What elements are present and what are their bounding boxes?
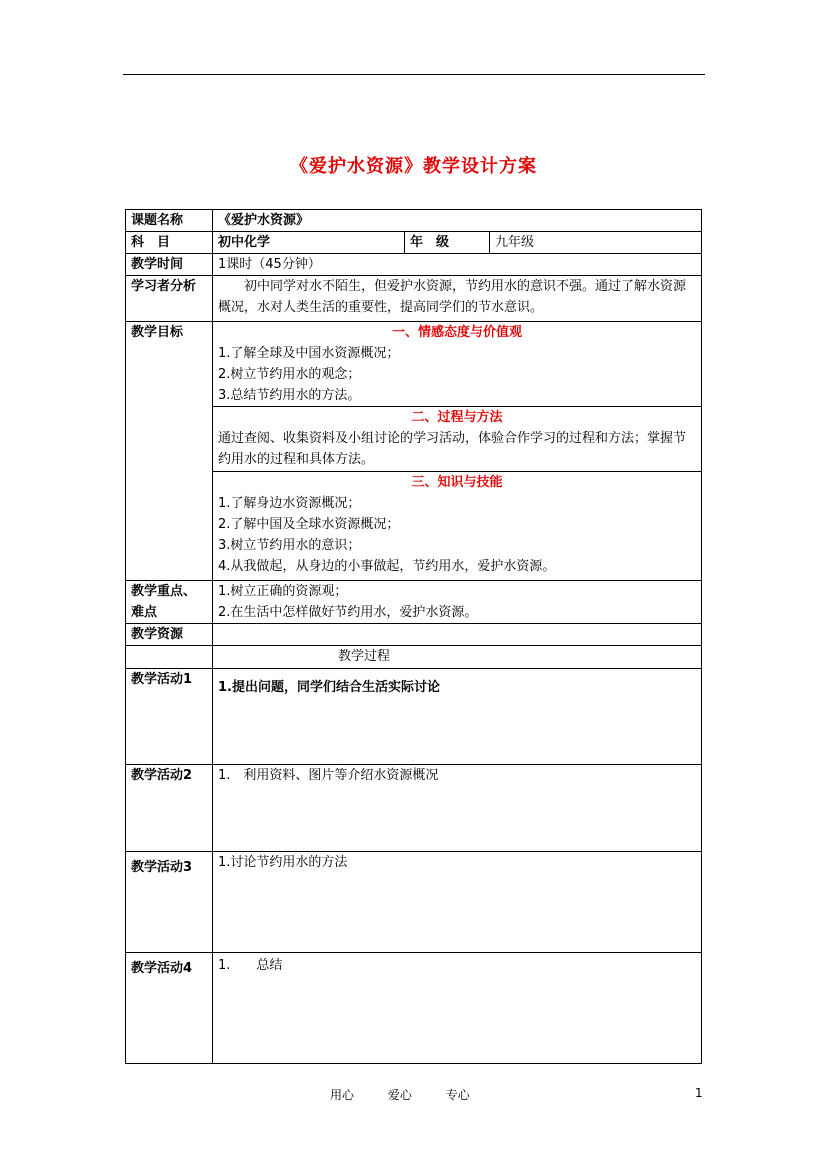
time-label: 教学时间 [126, 254, 213, 276]
process-row [126, 646, 702, 669]
goals-item: 3.总结节约用水的方法。 [218, 388, 361, 403]
topic-row [126, 210, 702, 232]
process-empty-cell [126, 646, 213, 669]
goals-row-1 [126, 322, 702, 407]
goals-label: 教学目标 [126, 322, 213, 581]
resources-row [126, 624, 702, 646]
activity-row-1 [126, 669, 702, 765]
process-label: 教学过程 [213, 646, 702, 669]
activity-row-4 [126, 953, 702, 1064]
header-rule [123, 74, 705, 75]
activity-row-2 [126, 765, 702, 852]
goals-section-1 [213, 322, 702, 407]
activity-label-3: 教学活动3 [126, 852, 213, 953]
goals-section-3 [213, 472, 702, 581]
goals-section-2 [213, 407, 702, 472]
goals-item: 通过查阅、收集资料及小组讨论的学习活动，体验合作学习的过程和方法；掌握节约用水的过程和具体方法。 [218, 431, 687, 467]
footer-motto: 爱心 [387, 1088, 412, 1102]
subject-label: 科 目 [126, 232, 213, 254]
time-row [126, 254, 702, 276]
goals-item: 2.了解中国及全球水资源概况； [218, 517, 400, 532]
keypoints-label: 教学重点、难点 [126, 581, 213, 624]
goals-heading-3: 三、知识与技能 [411, 475, 503, 490]
lesson-plan-table [125, 209, 702, 1064]
footer-motto: 用心 [330, 1088, 355, 1102]
learner-value: 初中同学对水不陌生，但爱护水资源，节约用水的意识不强。通过了解水资源概况，水对人类生活的重要性，提高同学们的节水意识。 [213, 276, 702, 322]
goals-item: 2.树立节约用水的观念； [218, 367, 361, 382]
footer-motto: 专心 [445, 1088, 470, 1102]
goals-item: 3.树立节约用水的意识； [218, 538, 361, 553]
footer-mottos [330, 1086, 500, 1103]
activity-content-4: 1. 总结 [213, 953, 702, 1064]
keypoints-item: 1.树立正确的资源观； [218, 584, 348, 599]
goals-heading-2: 二、过程与方法 [411, 410, 503, 425]
learner-label: 学习者分析 [126, 276, 213, 322]
goals-item: 1.了解全球及中国水资源概况； [218, 346, 400, 361]
subject-row [126, 232, 702, 254]
activity-label-1: 教学活动1 [126, 669, 213, 765]
activity-content-1: 1.提出问题，同学们结合生活实际讨论 [213, 669, 702, 765]
topic-value: 《爱护水资源》 [213, 210, 702, 232]
time-value: 1课时（45分钟） [213, 254, 702, 276]
keypoints-row [126, 581, 702, 624]
goals-item: 4.从我做起，从身边的小事做起，节约用水，爱护水资源。 [218, 559, 556, 574]
resources-label: 教学资源 [126, 624, 213, 646]
goals-row-2 [126, 407, 702, 472]
learner-row [126, 276, 702, 322]
activity-row-3 [126, 852, 702, 953]
activity-content-2: 1. 利用资料、图片等介绍水资源概况 [213, 765, 702, 852]
activity-label-4: 教学活动4 [126, 953, 213, 1064]
goals-item: 1.了解身边水资源概况； [218, 496, 361, 511]
keypoints-item: 2.在生活中怎样做好节约用水，爱护水资源。 [218, 605, 478, 620]
keypoints-value [213, 581, 702, 624]
topic-label: 课题名称 [126, 210, 213, 232]
goals-row-3 [126, 472, 702, 581]
activity-label-2: 教学活动2 [126, 765, 213, 852]
subject-value: 初中化学 [213, 232, 405, 254]
document-title: 《爱护水资源》教学设计方案 [290, 156, 537, 177]
activity-content-3: 1.讨论节约用水的方法 [213, 852, 702, 953]
grade-value: 九年级 [490, 232, 702, 254]
grade-label: 年 级 [405, 232, 490, 254]
page-number: 1 [695, 1086, 703, 1100]
goals-heading-1: 一、情感态度与价值观 [392, 325, 523, 340]
resources-value [213, 624, 702, 646]
